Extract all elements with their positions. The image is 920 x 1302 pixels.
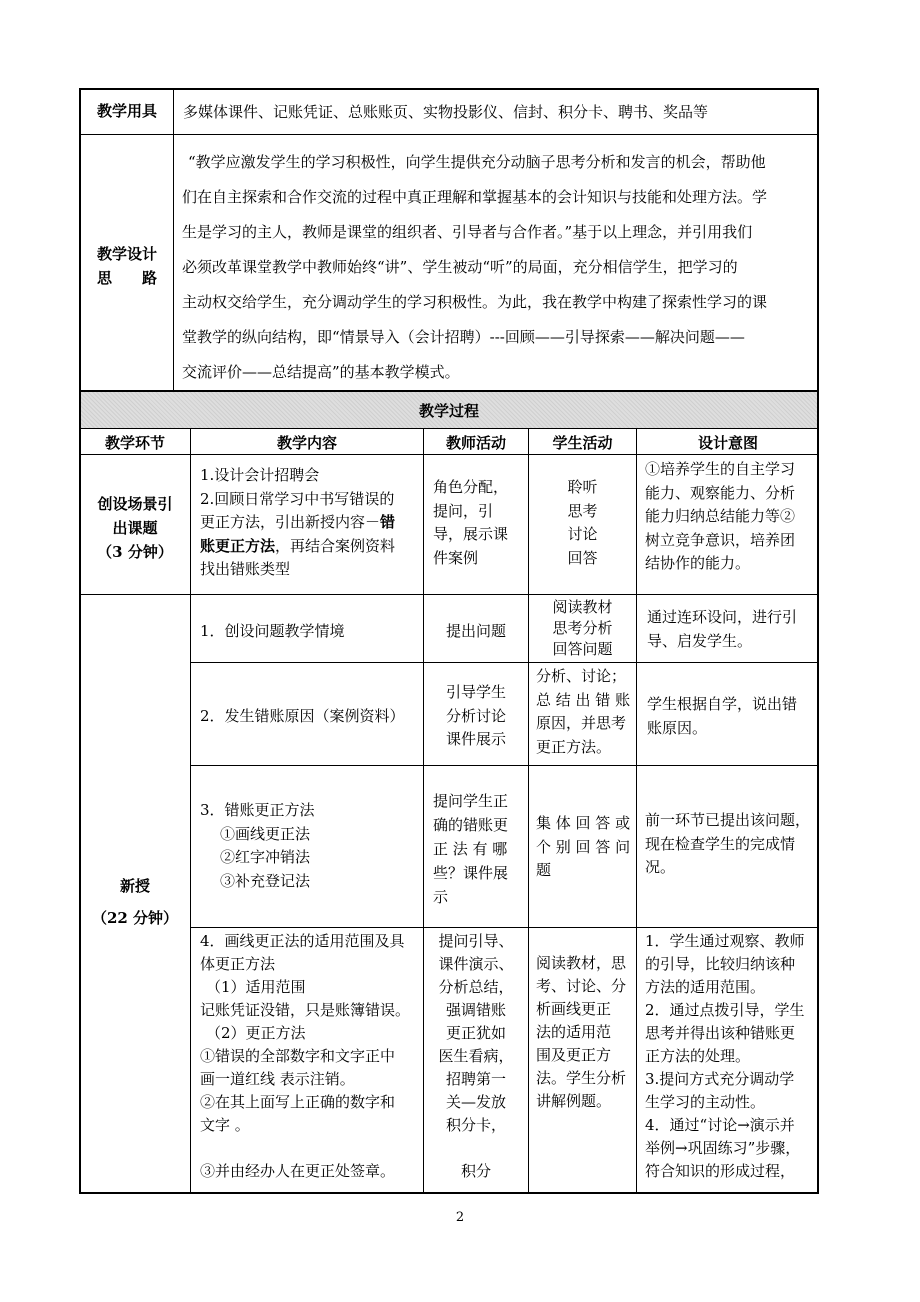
- new-stage: 新授 （22 分钟）: [91, 877, 179, 927]
- row1-content: 1.设计会计招聘会 2.回顾日常学习中书写错误的 更正方法，引出新授内容－错 账更正方法，再结合案例资料 找出错账类型: [200, 466, 396, 578]
- design-paragraph: “教学应激发学生的学习积极性，向学生提供充分动脑子思考分析和发言的机会，帮助他 们在自主探索和合作交流的过程中真正理解和掌握基本的会计知识与技能和处理方法。学 生是学习的主人，教师是课堂的组织者、引导者与合作者。”基于以上理念，并引用我们 必须改革课堂教学中教师始终“讲”、学生被动“听”的局面，充分相信学生，把学习的 主动权交给学生，充分调动学生的学习积极性。为此，我在教学中构建了探索性学习的课 堂教学的纵向结构，即“情景导入（会计招聘）---回顾——引导探索——解决问题—— 交流评价——总结提高”的基本教学模式。: [182, 153, 768, 381]
- row1-stage: 创设场景引 出课题 （3 分钟）: [97, 495, 173, 561]
- row3-intent: 学生根据自学，说出错 账原因。: [647, 695, 798, 737]
- materials-label: 教学用具: [96, 102, 157, 120]
- process-title: 教学过程: [418, 402, 479, 420]
- row1-intent: ①培养学生的自主学习 能力、观察能力、分析 能力归纳总结能力等② 树立竞争意识，培养团 结协作的能力。: [645, 460, 796, 572]
- row3-teacher: 引导学生 分析讨论 课件展示: [445, 683, 506, 748]
- row2-intent: 通过连环设问，进行引 导、启发学生。: [647, 608, 798, 650]
- row4-teacher: 提问学生正 确的错账更 正 法 有 哪 些？课件展 示: [433, 792, 509, 906]
- row3-content: 2．发生错账原因（案例资料）: [200, 707, 405, 725]
- row1-teacher: 角色分配， 提问，引 导，展示课 件案例: [433, 478, 509, 567]
- header-content: 教学内容: [276, 434, 337, 452]
- row5-content: 4．画线更正法的适用范围及具 体更正方法 （1）适用范围 记账凭证没错，只是账簿错误。 （2）更正方法 ①错误的全部数字和文字正中 画一道红线 表示注销。 ②在其上面写上正确的数字和 文字 。 ③并由经办人在更正处签章。: [200, 932, 411, 1180]
- header-stage: 教学环节: [104, 434, 165, 452]
- design-label: 教学设计 思 路: [96, 245, 157, 287]
- row4-content: 3．错账更正方法 ①画线更正法 ②红字冲销法 ③补充登记法: [200, 801, 315, 890]
- row2-student: 阅读教材 思考分析 回答问题: [552, 598, 613, 658]
- header-student: 学生活动: [552, 434, 613, 452]
- row3-student: 分析、讨论； 总 结 出 错 账 原因，并思考 更正方法。: [536, 667, 631, 756]
- row2-teacher: 提出问题: [445, 622, 506, 640]
- row5-student: 阅读教材，思 考、讨论、分 析画线更正 法的适用范 围及更正方 法。学生分析 讲解例题。: [536, 954, 627, 1110]
- header-intent: 设计意图: [697, 434, 758, 452]
- row4-student: 集 体 回 答 或 个 别 回 答 问 题: [536, 814, 631, 879]
- row5-teacher: 提问引导、 课件演示、 分析总结， 强调错账 更正犹如 医生看病， 招聘第一 关—发放 积分卡， 积分: [438, 932, 514, 1180]
- materials-text: 多媒体课件、记账凭证、总账账页、实物投影仪、信封、积分卡、聘书、奖品等: [183, 103, 709, 121]
- row1-student: 聆听 思考 讨论 回答: [567, 478, 598, 567]
- row4-intent: 前一环节已提出该问题， 现在检查学生的完成情 况。: [645, 811, 811, 876]
- row2-content: 1．创设问题教学情境: [200, 622, 345, 640]
- row5-intent: 1．学生通过观察、教师 的引导，比较归纳该种 方法的适用范围。 2．通过点拨引导，学生 思考并得出该种错账更 正方法的处理。 3.提问方式充分调动学 生学习的主动性。 4．通过“讨论→演示并 举例→巩固练习”步骤， 符合知识的形成过程，: [645, 932, 805, 1180]
- page-number: 2: [455, 1210, 465, 1225]
- header-teacher: 教师活动: [445, 434, 506, 452]
